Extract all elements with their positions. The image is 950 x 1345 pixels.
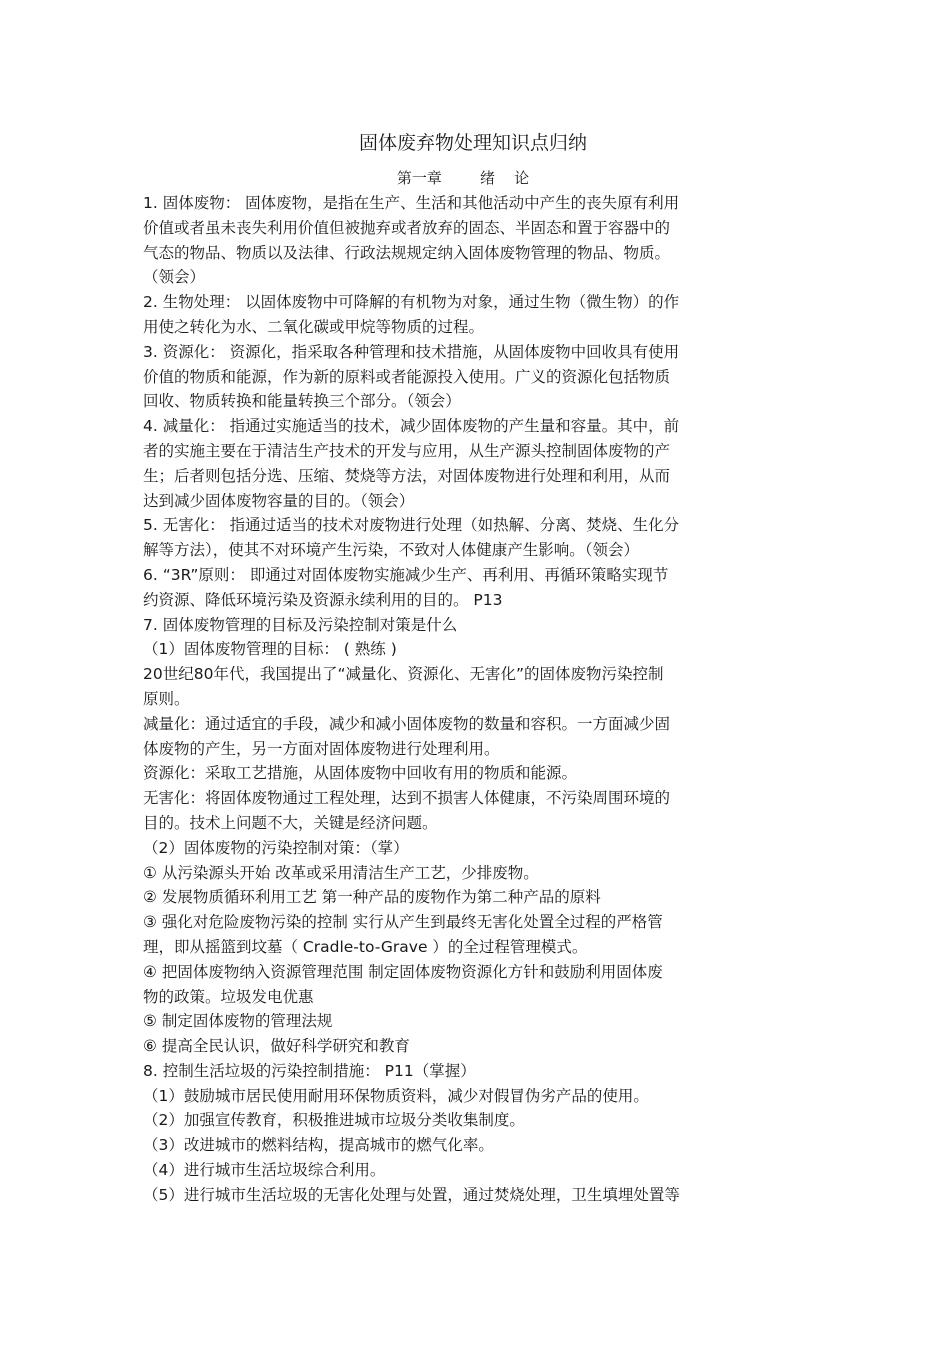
text-line: （2）固体废物的污染控制对策：（掌） — [143, 838, 409, 857]
text-line: 理，即从摇篮到坟墓（ Cradle-to-Grave ）的全过程管理模式。 — [143, 937, 588, 956]
text-line: 原则。 — [143, 689, 190, 708]
text-line: 目的。技术上问题不大，关键是经济问题。 — [143, 813, 438, 832]
text-line: 8. 控制生活垃圾的污染控制措施： P11（掌握） — [143, 1061, 476, 1080]
text-line: 5. 无害化： 指通过适当的技术对废物进行处理（如热解、分离、焚烧、生化分 — [143, 516, 680, 535]
text-line: （领会） — [143, 268, 206, 287]
text-line: 约资源、降低环境污染及资源永续利用的目的。 P13 — [143, 590, 503, 609]
text-line: 2. 生物处理： 以固体废物中可降解的有机物为对象，通过生物（微生物）的作 — [143, 293, 680, 312]
chapter-heading: 第一章 绪 论 — [396, 169, 530, 187]
text-line: 4. 减量化： 指通过实施适当的技术，减少固体废物的产生量和容量。其中，前 — [143, 417, 680, 436]
text-line: 6. “3R”原则： 即通过对固体废物实施减少生产、再利用、再循环策略实现节 — [143, 565, 669, 584]
text-line: ⑥ 提高全民认识，做好科学研究和教育 — [143, 1037, 410, 1056]
document-page — [143, 128, 783, 1208]
text-line: 20世纪80年代，我国提出了“减量化、资源化、无害化”的固体废物污染控制 — [143, 665, 664, 684]
document-title: 固体废弃物处理知识点归纳 — [358, 132, 587, 154]
text-line: 价值或者虽未丧失利用价值但被抛弃或者放弃的固态、半固态和置于容器中的 — [143, 218, 671, 237]
text-line: ③ 强化对危险废物污染的控制 实行从产生到最终无害化处置全过程的严格管 — [143, 913, 663, 932]
text-line: （1）鼓励城市居民使用耐用环保物质资料，减少对假冒伪劣产品的使用。 — [143, 1086, 649, 1105]
text-line: （5）进行城市生活垃圾的无害化处理与处置，通过焚烧处理，卫生填埋处置等 — [143, 1185, 680, 1204]
document-body — [143, 191, 783, 1208]
text-line: 者的实施主要在于清洁生产技术的开发与应用，从生产源头控制固体废物的产 — [143, 441, 671, 460]
text-line: （2）加强宣传教育，积极推进城市垃圾分类收集制度。 — [143, 1111, 525, 1130]
text-line: 回收、物质转换和能量转换三个部分。（领会） — [143, 392, 461, 411]
text-line: ④ 把固体废物纳入资源管理范围 制定固体废物资源化方针和鼓励利用固体废 — [143, 962, 663, 981]
text-line: （3）改进城市的燃料结构，提高城市的燃气化率。 — [143, 1136, 494, 1155]
text-line: ⑤ 制定固体废物的管理法规 — [143, 1012, 333, 1031]
text-line: 气态的物品、物质以及法律、行政法规规定纳入固体废物管理的物品、物质。 — [143, 243, 671, 262]
text-line: ② 发展物质循环利用工艺 第一种产品的废物作为第二种产品的原料 — [143, 888, 601, 907]
text-line: 用使之转化为水、二氧化碳或甲烷等物质的过程。 — [143, 317, 485, 336]
text-line: 价值的物质和能源，作为新的原料或者能源投入使用。广义的资源化包括物质 — [143, 367, 671, 386]
text-line: ① 从污染源头开始 改革或采用清洁生产工艺，少排废物。 — [143, 863, 539, 882]
text-line: 7. 固体废物管理的目标及污染控制对策是什么 — [143, 615, 458, 634]
text-line: （4）进行城市生活垃圾综合利用。 — [143, 1161, 386, 1180]
text-line: 物的政策。垃圾发电优惠 — [143, 987, 314, 1006]
text-line: 无害化：将固体废物通过工程处理，达到不损害人体健康，不污染周围环境的 — [143, 789, 671, 808]
text-line: 1. 固体废物： 固体废物，是指在生产、生活和其他活动中产生的丧失原有利用 — [143, 194, 680, 212]
text-line: （1）固体废物管理的目标： ( 熟练 ) — [143, 640, 397, 659]
text-line: 减量化：通过适宜的手段，减少和减小固体废物的数量和容积。一方面减少固 — [143, 714, 671, 733]
text-line: 生；后者则包括分选、压缩、焚烧等方法，对固体废物进行处理和利用，从而 — [143, 466, 671, 485]
text-line: 解等方法），使其不对环境产生污染，不致对人体健康产生影响。（领会） — [143, 541, 640, 560]
text-line: 资源化：采取工艺措施，从固体废物中回收有用的物质和能源。 — [143, 764, 578, 783]
text-line: 3. 资源化： 资源化，指采取各种管理和技术措施，从固体废物中回收具有使用 — [143, 342, 680, 361]
text-line: 达到减少固体废物容量的目的。（领会） — [143, 491, 415, 510]
text-line: 体废物的产生，另一方面对固体废物进行处理利用。 — [143, 739, 500, 758]
